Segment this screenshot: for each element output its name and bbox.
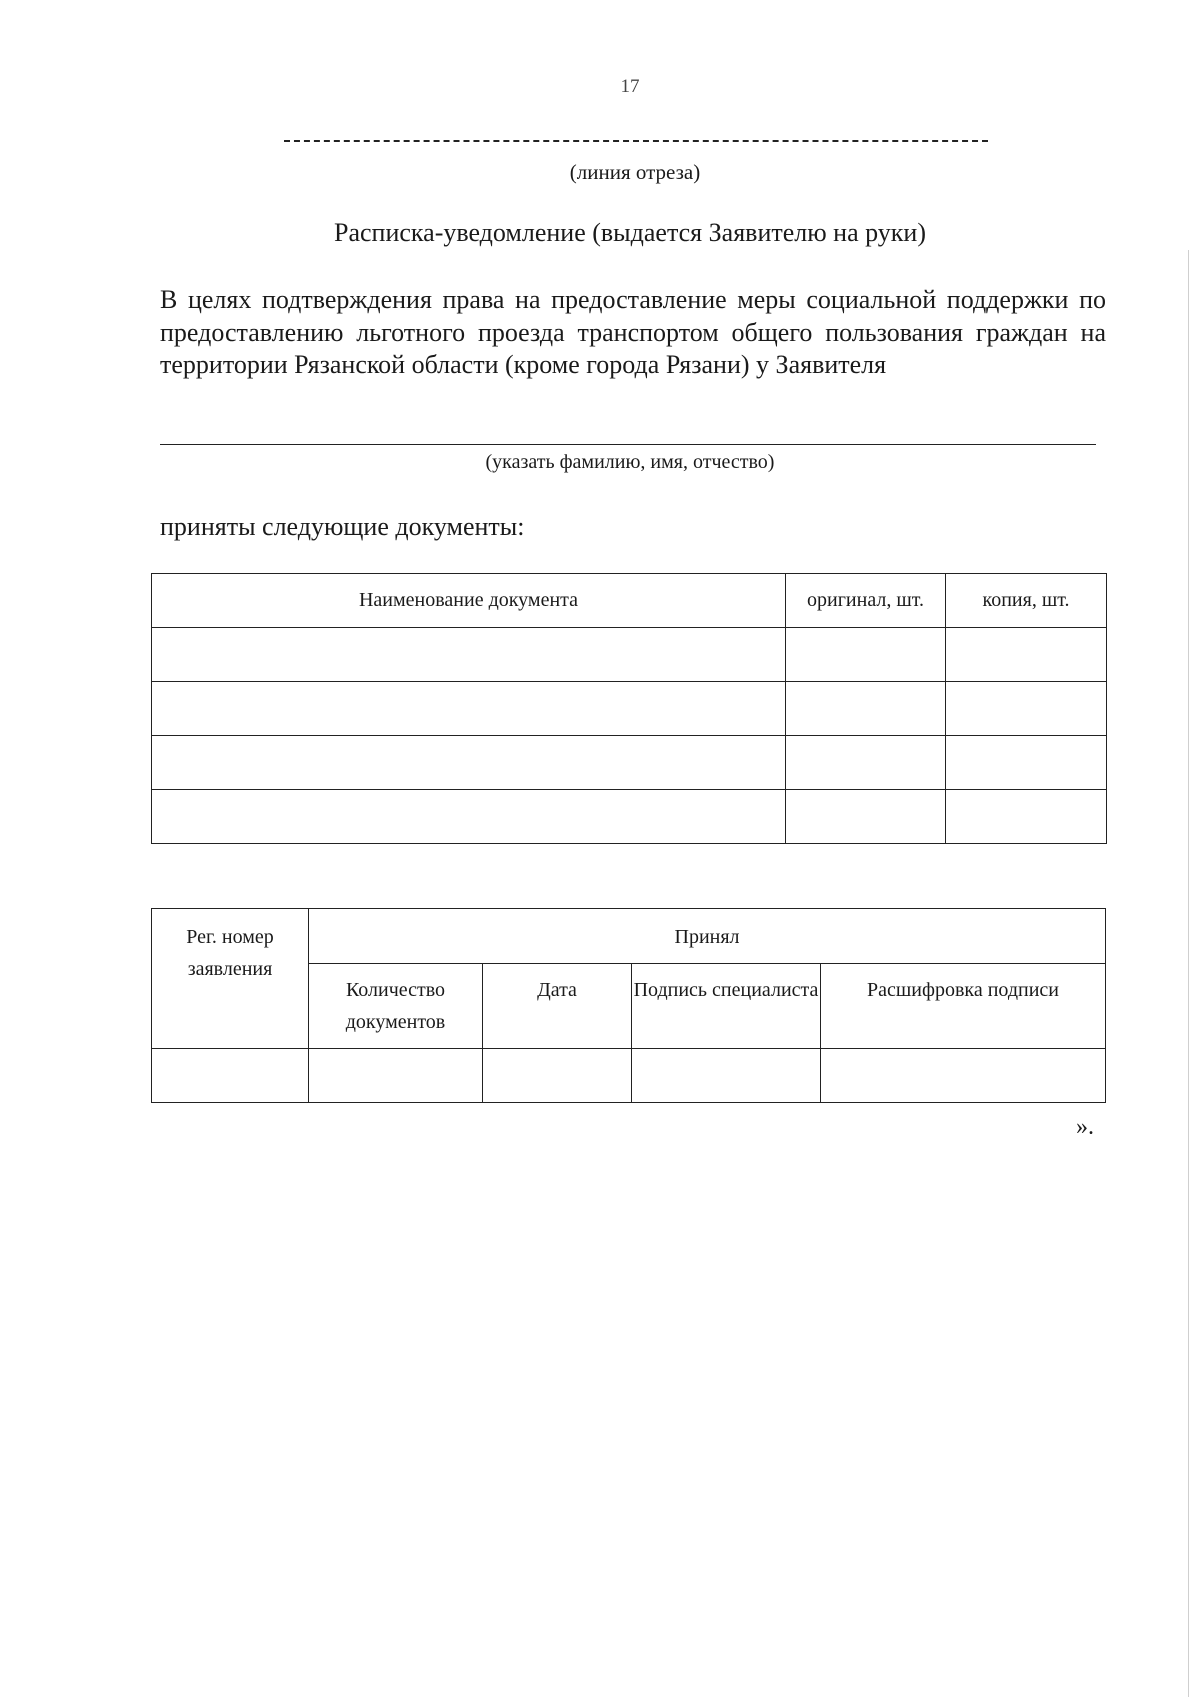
header-copy-count: копия, шт.	[946, 574, 1107, 628]
date-cell[interactable]	[483, 1049, 632, 1103]
table-row	[152, 682, 1107, 736]
documents-table	[151, 573, 1107, 844]
original-count-cell[interactable]	[786, 736, 946, 790]
receipt-title: Расписка-уведомление (выдается Заявителю на руки)	[334, 218, 926, 247]
copy-count-cell[interactable]	[946, 736, 1107, 790]
closing-quote: ».	[1076, 1114, 1094, 1140]
header-registration-number: Рег. номер заявления	[152, 909, 309, 1049]
header-original-count: оригинал, шт.	[786, 574, 946, 628]
original-count-cell[interactable]	[786, 682, 946, 736]
registration-header-row	[152, 909, 1106, 964]
original-count-cell[interactable]	[786, 628, 946, 682]
documents-count-cell[interactable]	[309, 1049, 483, 1103]
header-date: Дата	[483, 964, 632, 1049]
fio-signature-line	[160, 444, 1096, 445]
fio-caption: (указать фамилию, имя, отчество)	[485, 451, 775, 473]
header-accepted-by: Принял	[309, 909, 1106, 964]
registration-number-cell[interactable]	[152, 1049, 309, 1103]
copy-count-cell[interactable]	[946, 790, 1107, 844]
specialist-signature-cell[interactable]	[632, 1049, 821, 1103]
original-count-cell[interactable]	[786, 790, 946, 844]
header-signature-transcript: Расшифровка подписи	[821, 964, 1106, 1049]
cut-line-caption: (линия отреза)	[569, 160, 701, 184]
table-row	[152, 1049, 1106, 1103]
header-documents-count: Количество документов	[309, 964, 483, 1049]
signature-transcript-cell[interactable]	[821, 1049, 1106, 1103]
header-document-name: Наименование документа	[152, 574, 786, 628]
header-specialist-signature: Подпись специалиста	[632, 964, 821, 1049]
document-name-cell[interactable]	[152, 790, 786, 844]
document-name-cell[interactable]	[152, 682, 786, 736]
cut-line	[284, 140, 988, 142]
table-row	[152, 790, 1107, 844]
table-row	[152, 628, 1107, 682]
document-name-cell[interactable]	[152, 628, 786, 682]
copy-count-cell[interactable]	[946, 682, 1107, 736]
documents-table-header-row	[152, 574, 1107, 628]
copy-count-cell[interactable]	[946, 628, 1107, 682]
receipt-body-text: В целях подтверждения права на предоставление меры социальной поддержки по предоставлению льготного проезда транспортом общего пользования граждан на территории Рязанской области (кроме города Рязани) у Заявителя	[160, 285, 1106, 379]
document-name-cell[interactable]	[152, 736, 786, 790]
accepted-documents-label: приняты следующие документы:	[160, 512, 525, 541]
registration-table	[151, 908, 1106, 1103]
table-row	[152, 736, 1107, 790]
page-number: 17	[620, 76, 640, 97]
scan-edge-line	[1188, 250, 1189, 1697]
